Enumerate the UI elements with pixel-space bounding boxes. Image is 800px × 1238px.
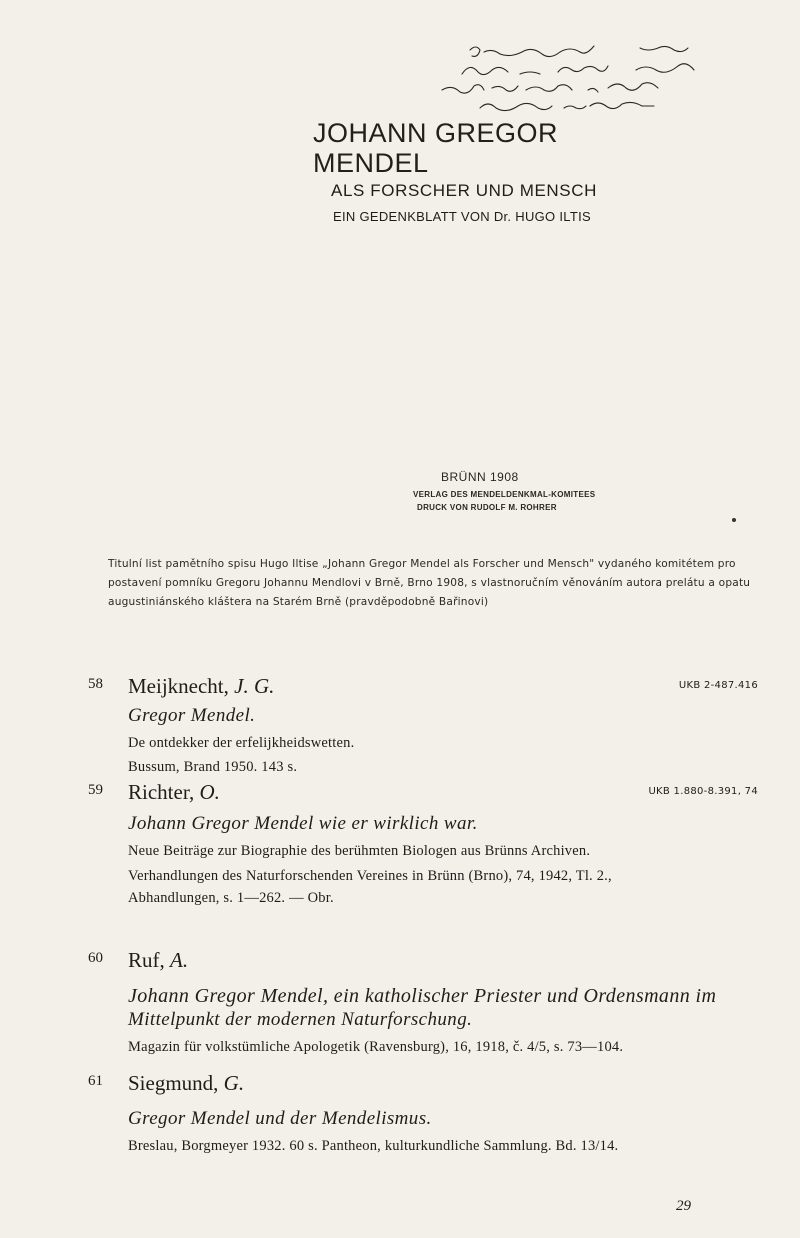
entry-number: 58 <box>88 676 103 692</box>
imprint-publisher: VERLAG DES MENDELDENKMAL-KOMITEES <box>413 490 596 499</box>
entry-title: Johann Gregor Mendel, ein katholischer Priester und Ordensmann im <box>128 985 717 1007</box>
entry-number: 61 <box>88 1073 103 1089</box>
entry-line: De ontdekker der erfelijkheidswetten. <box>128 735 355 751</box>
entry-line: Abhandlungen, s. 1—262. — Obr. <box>128 890 334 906</box>
entry-number: 59 <box>88 782 103 798</box>
entry-number: 60 <box>88 950 103 966</box>
facsimile-caption: Titulní list pamětního spisu Hugo Iltise „Johann Gregor Mendel als Forscher und Mensch" vydaného komitétem pro postavení pomníku Gregoru Johannu Mendlovi v Brně, Brno 1908, s vlastnoručním věnováním autora prelátu a opatu augustiniánského kláštera na Starém Brně (pravděpodobně Bařinovi) <box>108 558 751 608</box>
entry-author: Ruf, A. <box>128 948 189 972</box>
entry-signature: UKB 1.880-8.391, 74 <box>648 786 758 797</box>
facsimile-byline: EIN GEDENKBLATT VON Dr. HUGO ILTIS <box>333 209 591 224</box>
entry-title: Gregor Mendel und der Mendelismus. <box>128 1108 432 1129</box>
facsimile-title <box>313 118 653 224</box>
facsimile-imprint <box>413 470 693 512</box>
entry-title: Johann Gregor Mendel wie er wirklich war. <box>128 813 478 834</box>
facsimile-title-main: JOHANN GREGOR MENDEL <box>313 118 559 178</box>
entry-line: Verhandlungen des Naturforschenden Vereines in Brünn (Brno), 74, 1942, Tl. 2., <box>128 868 612 884</box>
imprint-printer: DRUCK VON RUDOLF M. ROHRER <box>417 503 557 512</box>
entry-line: Neue Beiträge zur Biographie des berühmten Biologen aus Brünns Archiven. <box>128 843 591 859</box>
entry-line: Bussum, Brand 1950. 143 s. <box>128 759 298 775</box>
handwritten-dedication <box>440 42 710 120</box>
entry-author: Richter, O. <box>128 780 220 804</box>
entry-title: Gregor Mendel. <box>128 705 256 726</box>
facsimile-subtitle: ALS FORSCHER UND MENSCH <box>331 181 597 200</box>
entry-title-continued: Mittelpunkt der modernen Naturforschung. <box>128 1009 473 1030</box>
entry-line: Magazin für volkstümliche Apologetik (Ravensburg), 16, 1918, č. 4/5, s. 73—104. <box>128 1039 624 1055</box>
bullet-dot <box>732 518 736 522</box>
entry-signature: UKB 2-487.416 <box>678 680 758 691</box>
imprint-place-year: BRÜNN 1908 <box>441 470 519 484</box>
entry-author: Siegmund, G. <box>128 1071 245 1095</box>
entry-author: Meijknecht, J. G. <box>128 674 275 698</box>
entry-line: Breslau, Borgmeyer 1932. 60 s. Pantheon, kulturkundliche Sammlung. Bd. 13/14. <box>128 1138 619 1154</box>
page-number: 29 <box>676 1198 691 1214</box>
